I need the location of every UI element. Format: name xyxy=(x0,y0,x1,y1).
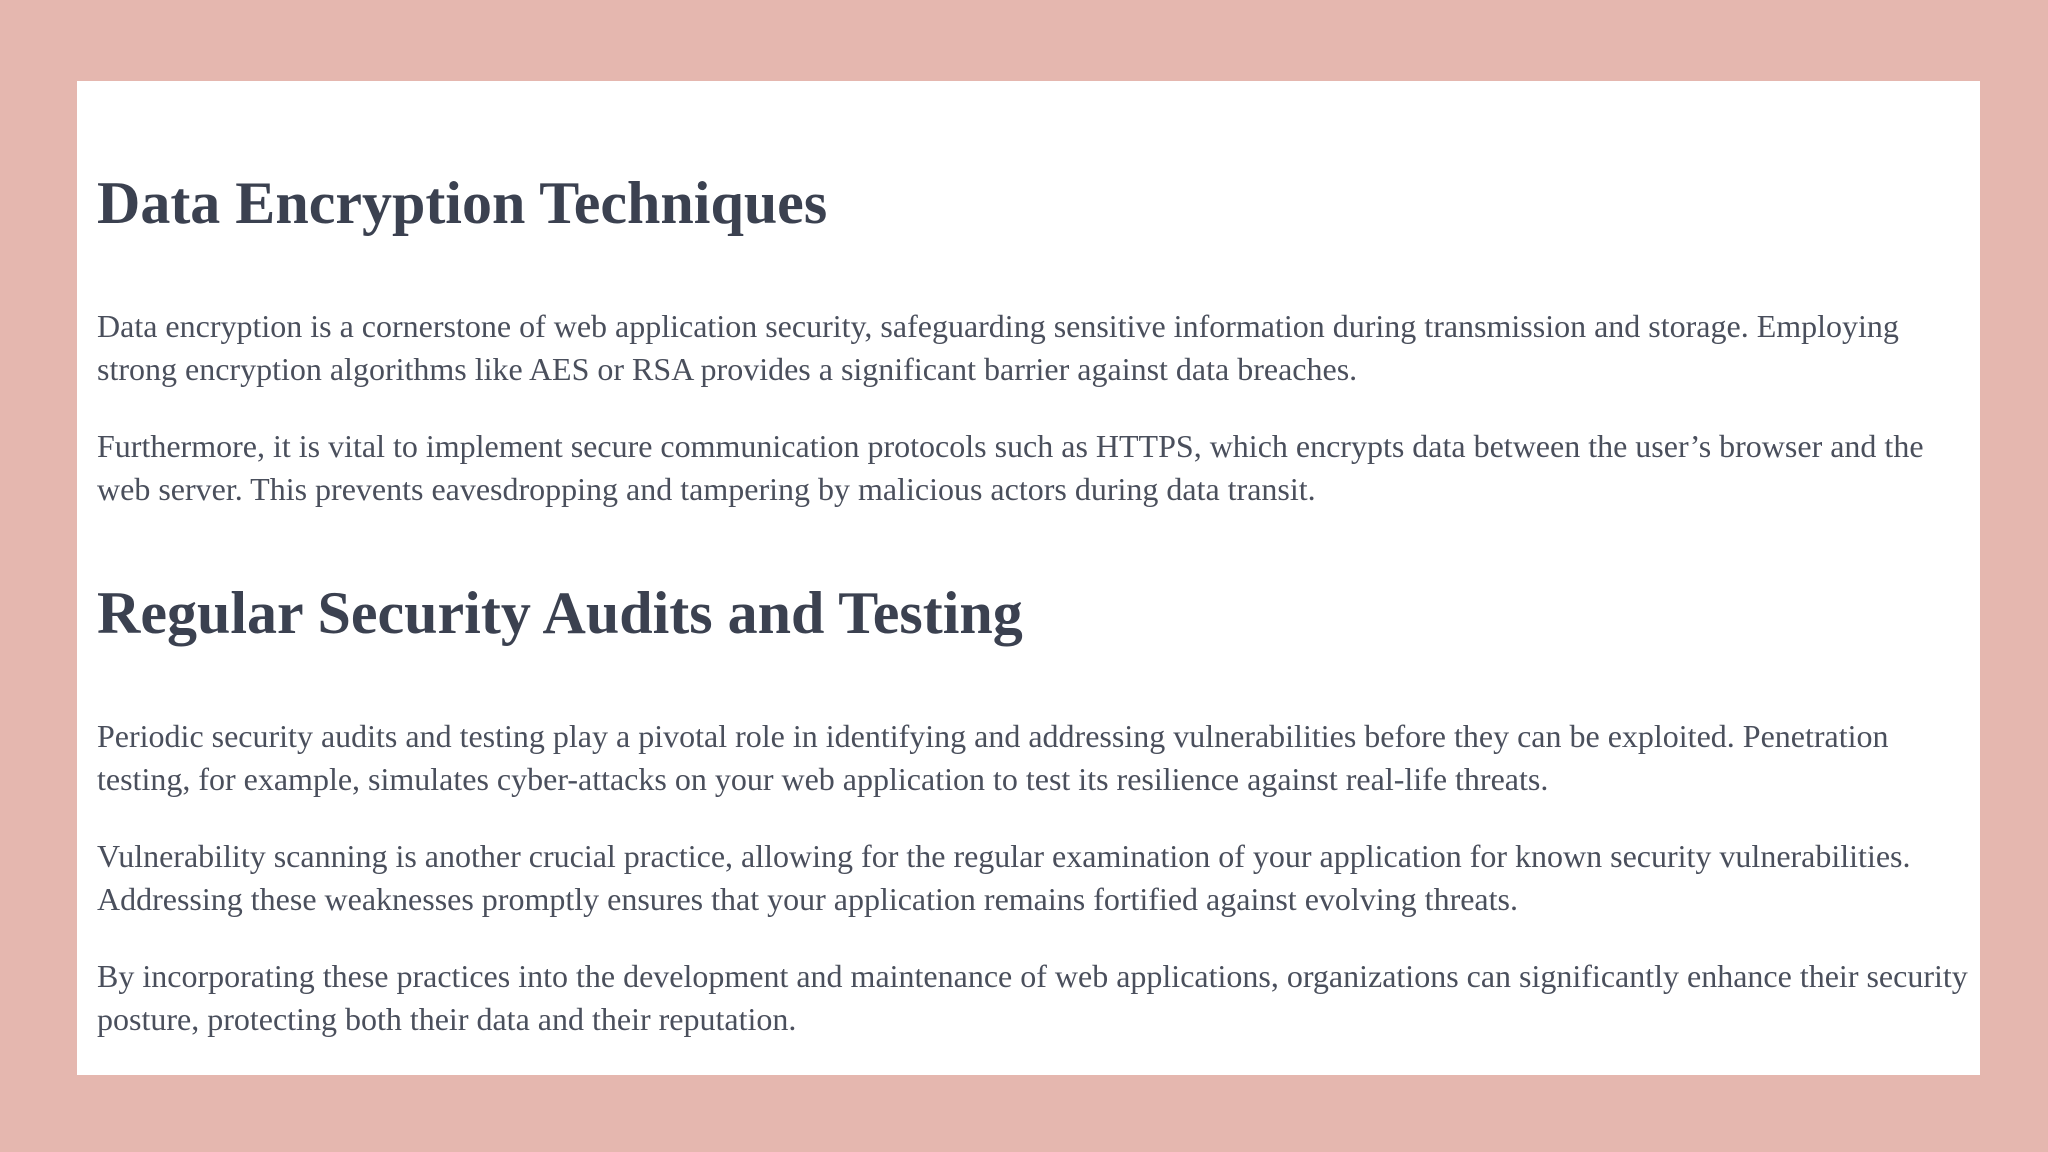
paragraph-secure-protocols: Furthermore, it is vital to implement secure communication protocols such as HTTPS, which encrypts data between the user’s browser and the web server. This prevents eavesdropping and tampering by malicious actors during data transit. xyxy=(97,428,1924,507)
paragraph-vulnerability-scanning: Vulnerability scanning is another crucial practice, allowing for the regular examination of your application for known security vulnerabilities. Addressing these weaknesses promptly ensures that your application remains fortified against evolving threats. xyxy=(97,838,1911,917)
paragraph-conclusion: By incorporating these practices into the development and maintenance of web applications, organizations can significantly enhance their security posture, protecting both their data and their reputation. xyxy=(97,958,1968,1037)
paragraph-encryption-intro: Data encryption is a cornerstone of web application security, safeguarding sensitive information during transmission and storage. Employing strong encryption algorithms like AES or RSA provides a significant barrier against data breaches. xyxy=(97,308,1899,387)
section-heading-data-encryption: Data Encryption Techniques xyxy=(97,170,828,236)
section-heading-security-audits: Regular Security Audits and Testing xyxy=(97,580,1023,646)
document-page xyxy=(77,81,1980,1075)
paragraph-audits-intro: Periodic security audits and testing play a pivotal role in identifying and addressing vulnerabilities before they can be exploited. Penetration testing, for example, simulates cyber-attacks on your web application to test its resilience against real-life threats. xyxy=(97,718,1889,797)
